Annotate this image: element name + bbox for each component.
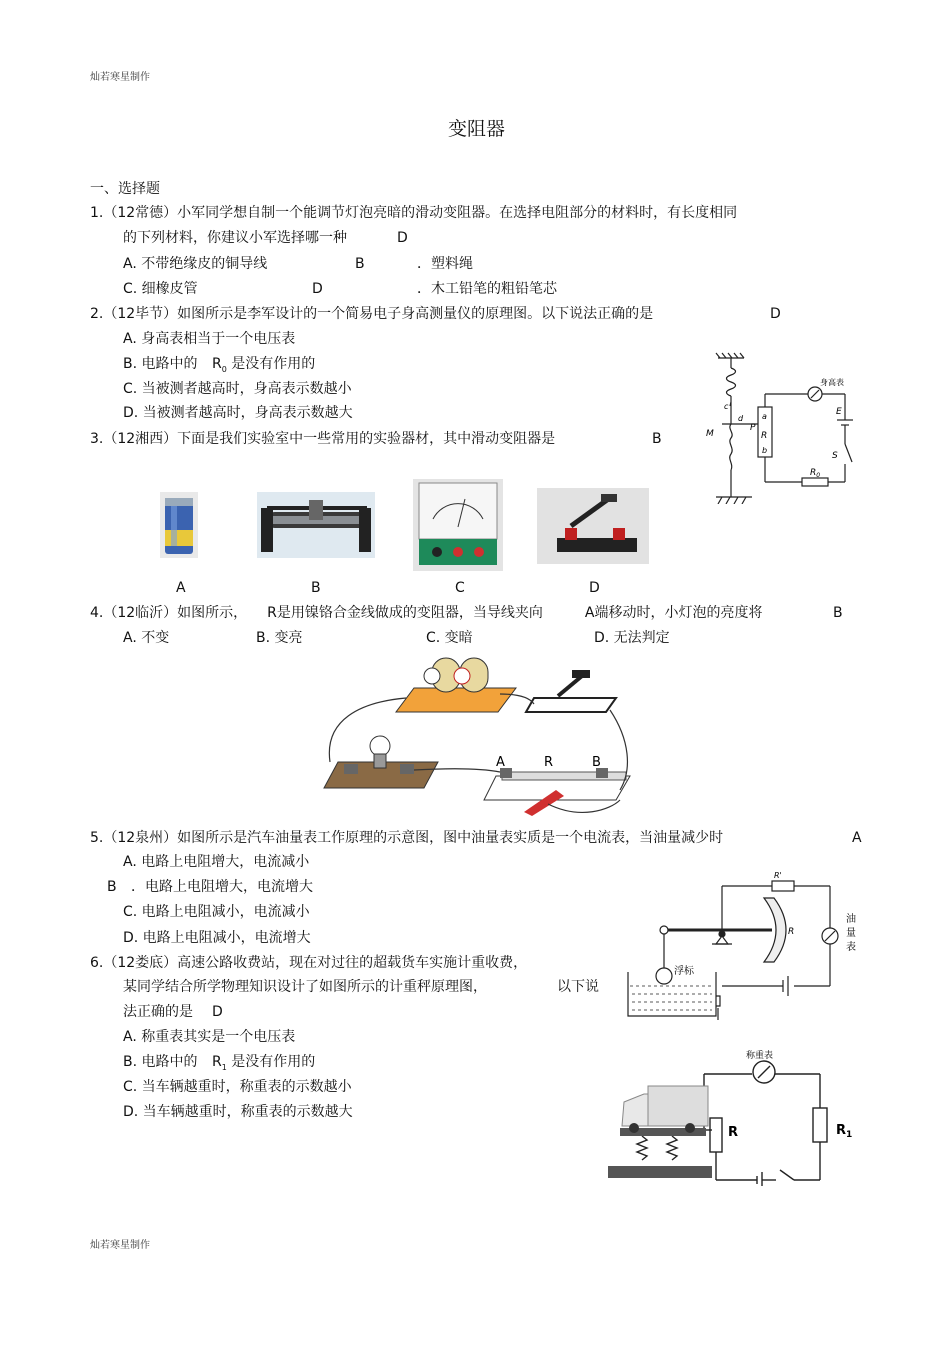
q6-option-b-r: R — [211, 1054, 222, 1070]
q2-option-b-pre: B. 电路中的 — [123, 356, 198, 372]
q4-answer: B — [833, 605, 843, 621]
battery-image — [159, 490, 199, 560]
q1-option-b-text: ．塑料绳 — [417, 256, 473, 272]
q6-fig-r-label: R — [728, 1125, 739, 1140]
q2-fig-p-label: P — [750, 423, 756, 433]
q4-fig-b-label: B — [592, 755, 601, 770]
q2-option-c: C. 当被测者越高时，身高表示数越小 — [123, 381, 352, 397]
q4-stem-r: R — [267, 605, 277, 621]
q4-fig-a-label: A — [496, 755, 505, 770]
q6-option-a: A. 称重表其实是一个电压表 — [123, 1029, 296, 1045]
q6-option-b-pre: B. 电路中的 — [123, 1054, 198, 1070]
q4-stem-a: 4.（12临沂）如图所示， — [90, 605, 248, 621]
q2-stem: 2.（12毕节）如图所示是李军设计的一个简易电子身高测量仪的原理图。以下说法正确的是 — [90, 306, 654, 322]
q5-fig-meter-char-1: 油 — [846, 914, 856, 925]
q1-stem-line2: 的下列材料，你建议小军选择哪一种 — [123, 230, 347, 246]
q6-stem-line3: 法正确的是 — [123, 1004, 193, 1020]
q5-option-d: D. 电路上电阻减小，电流增大 — [123, 930, 311, 946]
q3-label-b: B — [311, 580, 321, 596]
q3-label-c: C — [455, 580, 465, 596]
q2-fig-r-label: R — [761, 431, 768, 441]
q3-stem: 3.（12湘西）下面是我们实验室中一些常用的实验器材，其中滑动变阻器是 — [90, 431, 556, 447]
ammeter-image — [413, 479, 503, 571]
q6-answer: D — [212, 1004, 223, 1020]
document-title: 变阻器 — [448, 118, 506, 140]
q5-fig-r-label: R — [788, 927, 795, 937]
section-heading: 一、选择题 — [90, 181, 160, 197]
q2-option-b-sub: 0 — [221, 364, 227, 374]
q5-option-b-text: ．电路上电阻增大，电流增大 — [131, 879, 313, 895]
q2-fig-c-label: c — [724, 402, 729, 411]
q6-option-b-post: 是没有作用的 — [231, 1054, 316, 1070]
q2-answer: D — [770, 306, 781, 322]
q3-label-d: D — [589, 580, 600, 596]
header-note: 灿若寒星制作 — [90, 72, 150, 83]
q4-option-b: B. 变亮 — [256, 630, 303, 646]
q5-answer: A — [852, 830, 862, 846]
q6-stem-line1: 6.（12娄底）高速公路收费站，现在对过往的超载货车实施计重收费， — [90, 955, 528, 971]
q5-stem: 5.（12泉州）如图所示是汽车油量表工作原理的示意图，图中油量表实质是一个电流表，当油量减少时 — [90, 830, 724, 846]
q1-option-c: C. 细橡皮管 — [123, 281, 198, 297]
q4-option-c: C. 变暗 — [426, 630, 473, 646]
height-meter-circuit-figure — [700, 352, 870, 504]
q1-option-d-text: ．木工铅笔的粗铅笔芯 — [417, 281, 557, 297]
q2-fig-e-label: E — [836, 407, 842, 417]
q1-option-a: A. 不带绝缘皮的铜导线 — [123, 256, 268, 272]
q4-stem — [90, 603, 762, 623]
q2-option-b — [123, 354, 315, 380]
q6-option-b-sub: 1 — [221, 1062, 227, 1072]
q6-fig-r1-label: $R_1$ — [836, 1123, 853, 1140]
knife-switch-image — [537, 488, 649, 564]
q1-answer: D — [397, 230, 408, 246]
q4-option-a: A. 不变 — [123, 630, 170, 646]
q2-fig-m-label: M — [706, 429, 714, 439]
q2-option-b-r: R — [211, 356, 222, 372]
q1-option-d-letter: D — [312, 281, 323, 297]
q2-option-a: A. 身高表相当于一个电压表 — [123, 331, 296, 347]
q2-fig-s-label: S — [832, 451, 838, 461]
q4-stem-c: A端移动时，小灯泡的亮度将 — [584, 605, 763, 621]
sliding-rheostat-image — [257, 492, 375, 558]
q1-option-b-letter: B — [355, 256, 365, 272]
q4-option-d: D. 无法判定 — [594, 630, 670, 646]
q2-fig-meter-label: 身高表 — [820, 378, 844, 387]
q4-stem-b: 是用镍铬合金线做成的变阻器，当导线夹向 — [276, 605, 543, 621]
q2-option-d: D. 当被测者越高时，身高表示数越大 — [123, 405, 353, 421]
q6-option-b — [123, 1052, 315, 1078]
q6-fig-meter-label: 称重表 — [746, 1051, 774, 1061]
lamp-circuit-figure — [320, 650, 640, 822]
footer-note: 灿若寒星制作 — [90, 1240, 150, 1251]
fuel-gauge-figure — [622, 868, 867, 1030]
q6-stem-line2-tail: 以下说 — [557, 979, 599, 995]
q3-answer: B — [652, 431, 662, 447]
truck-icon — [622, 1086, 708, 1133]
q6-option-d: D. 当车辆越重时，称重表的示数越大 — [123, 1104, 353, 1120]
q2-option-b-post: 是没有作用的 — [231, 356, 316, 372]
q5-option-b-letter: B — [107, 879, 117, 895]
q5-fig-rprime-label: R' — [774, 871, 782, 880]
q4-fig-r-label: R — [544, 755, 554, 770]
q5-fig-meter-char-2: 量 — [846, 928, 856, 939]
truck-scale-figure — [604, 1046, 864, 1186]
q5-option-c: C. 电路上电阻减小，电流减小 — [123, 904, 310, 920]
q6-stem-line2: 某同学结合所学物理知识设计了如图所示的计重秤原理图， — [123, 979, 487, 995]
q2-fig-r0-label: $R_0$ — [810, 468, 821, 479]
q3-label-a: A — [176, 580, 186, 596]
q6-option-c: C. 当车辆越重时，称重表的示数越小 — [123, 1079, 352, 1095]
q2-fig-a-label: a — [762, 412, 767, 421]
q5-fig-meter-char-3: 表 — [846, 942, 856, 953]
q1-stem-line1: 1.（12常德）小军同学想自制一个能调节灯泡亮暗的滑动变阻器。在选择电阻部分的材料时，有长度相同 — [90, 205, 738, 221]
q5-option-a: A. 电路上电阻增大，电流减小 — [123, 854, 310, 870]
q2-fig-b-label: b — [762, 446, 768, 455]
q5-fig-float-label: 浮标 — [674, 966, 694, 977]
q2-fig-d-label: d — [738, 414, 744, 423]
